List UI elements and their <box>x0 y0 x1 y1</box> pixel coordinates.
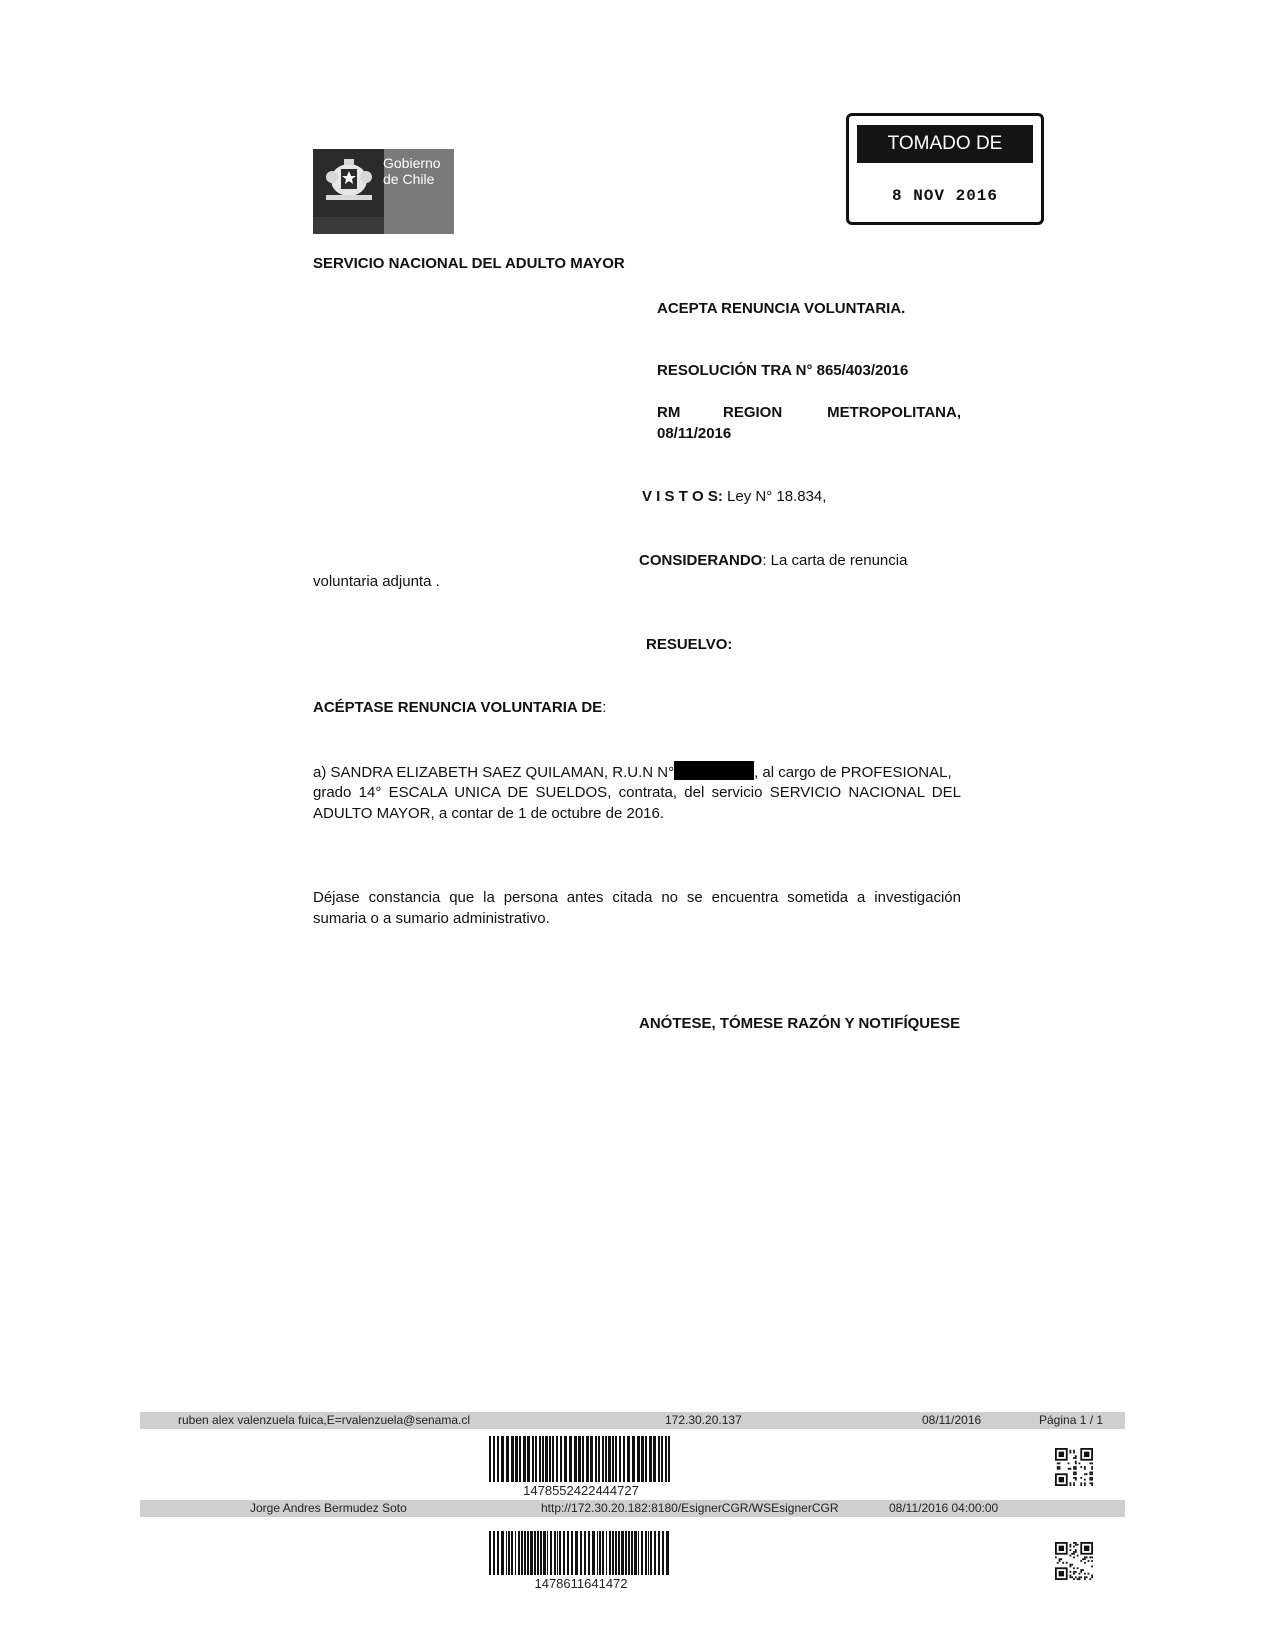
constancia-line-1: Déjase constancia que la persona antes citada no se encuentra sometida a investigación <box>313 889 961 906</box>
item-a-line-1 <box>313 761 961 783</box>
item-a-suffix: , al cargo de PROFESIONAL, <box>754 764 952 781</box>
coat-of-arms-icon <box>322 155 376 205</box>
location-region: REGION <box>723 404 783 421</box>
qr-code-2-icon <box>1055 1542 1093 1580</box>
signer-1-ip: 172.30.20.137 <box>665 1413 742 1427</box>
barcode-1-number: 1478552422444727 <box>523 1483 639 1498</box>
signer-2: Jorge Andres Bermudez Soto <box>250 1501 407 1515</box>
signer-1: ruben alex valenzuela fuica,E=rvalenzuela@senama.cl <box>178 1413 471 1427</box>
logo-stripe <box>313 217 384 234</box>
considerando-label: CONSIDERANDO <box>639 552 763 569</box>
tomado-de-razon-stamp <box>846 113 1044 225</box>
location-rm: RM <box>657 404 681 421</box>
acceptance-heading: ACÉPTASE RENUNCIA VOLUNTARIA DE <box>313 699 603 716</box>
redacted-run <box>674 761 754 780</box>
stamp-title: TOMADO DE RAZÓN <box>857 125 1033 163</box>
gobierno-de-chile-logo <box>313 149 454 234</box>
logo-line-1: Gobierno <box>383 155 441 171</box>
considerando-line <box>639 550 907 571</box>
qr-code-1-icon <box>1055 1448 1093 1486</box>
resuelvo-heading: RESUELVO: <box>646 636 733 653</box>
considerando-continuation: voluntaria adjunta . <box>313 573 440 590</box>
vistos-text: Ley N° 18.834, <box>722 488 827 505</box>
document-subject: ACEPTA RENUNCIA VOLUNTARIA. <box>657 300 906 317</box>
acceptance-colon: : <box>602 699 607 716</box>
item-a-line-3: ADULTO MAYOR, a contar de 1 de octubre de 2016. <box>313 805 665 822</box>
acceptance-heading-line <box>313 697 606 718</box>
signature-band-2 <box>140 1500 1125 1517</box>
logo-text <box>383 155 453 187</box>
item-a-line-2: grado 14° ESCALA UNICA DE SUELDOS, contrata, del servicio SERVICIO NACIONAL DEL <box>313 784 961 801</box>
barcode-2-number: 1478611641472 <box>534 1576 628 1591</box>
vistos-label: V I S T O S: <box>642 488 723 505</box>
barcode-2 <box>489 1531 673 1575</box>
signature-band-1 <box>140 1412 1125 1429</box>
stamp-date: 8 NOV 2016 <box>891 187 998 205</box>
barcode-1 <box>489 1436 673 1482</box>
resolution-number: RESOLUCIÓN TRA N° 865/403/2016 <box>657 362 909 379</box>
considerando-text: : La carta de renuncia <box>762 552 908 569</box>
signer-2-datetime: 08/11/2016 04:00:00 <box>889 1501 999 1515</box>
signer-1-date: 08/11/2016 <box>922 1413 982 1427</box>
page-indicator: Página 1 / 1 <box>1039 1413 1104 1427</box>
service-name: SERVICIO NACIONAL DEL ADULTO MAYOR <box>313 255 625 272</box>
signer-2-url: http://172.30.20.182:8180/EsignerCGR/WSEsignerCGR <box>541 1501 839 1515</box>
location-metropolitana: METROPOLITANA, <box>827 404 961 421</box>
item-a-prefix: a) SANDRA ELIZABETH SAEZ QUILAMAN, R.U.N N° <box>313 764 675 781</box>
location-line <box>657 402 961 423</box>
constancia-line-2: sumaria o a sumario administrativo. <box>313 910 550 927</box>
logo-line-2: de Chile <box>383 171 435 187</box>
location-date: 08/11/2016 <box>657 425 732 442</box>
closing-formula: ANÓTESE, TÓMESE RAZÓN Y NOTIFÍQUESE <box>639 1015 961 1032</box>
vistos-line <box>642 486 826 507</box>
